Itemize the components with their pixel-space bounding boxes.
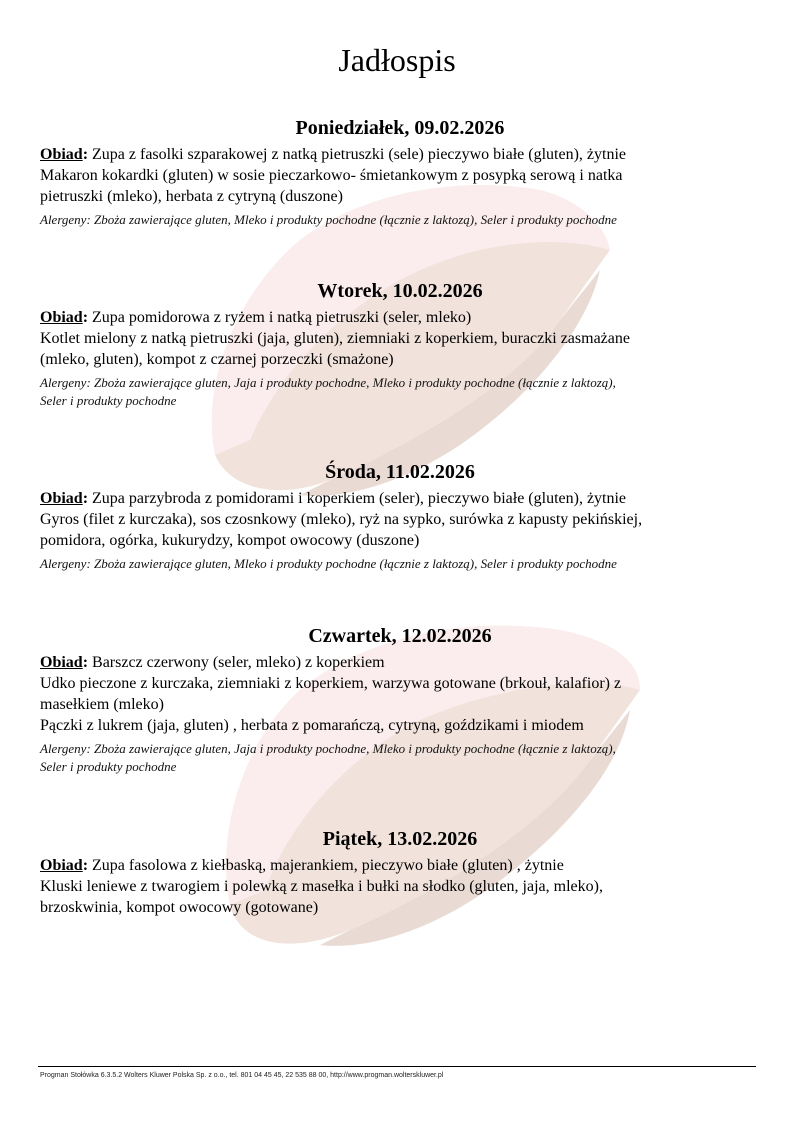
meal-label: Obiad: [40, 146, 83, 163]
meal-line: Obiad: Zupa parzybroda z pomidorami i koperkiem (seler), pieczywo białe (gluten), żytnie: [40, 490, 627, 507]
allergens-line: Alergeny: Zboża zawierające gluten, Mleko i produkty pochodne (łącznie z laktozą), Seler i produkty pochodne: [40, 556, 617, 571]
day-heading: Poniedziałek, 09.02.2026: [295, 117, 505, 139]
footer-text: Progman Stołówka 6.3.5.2 Wolters Kluwer Polska Sp. z o.o., tel. 801 04 45 45, 22 535 88 00, http://www.progman.wolterskluwer.pl: [40, 1072, 444, 1079]
allergens-note: [40, 740, 760, 776]
meal-description: [40, 144, 760, 207]
allergens-line: Seler i produkty pochodne: [40, 759, 177, 774]
day-section-wednesday: [40, 460, 760, 573]
allergens-note: [40, 555, 760, 573]
page-title: Jadłospis: [338, 42, 456, 78]
day-section-friday: [40, 827, 760, 918]
allergens-line: Alergeny: Zboża zawierające gluten, Jaja i produkty pochodne, Mleko i produkty pochodne (łącznie z laktozą),: [40, 741, 616, 756]
meal-line: Gyros (filet z kurczaka), sos czosnkowy (mleko), ryż na sypko, surówka z kapusty pekińskiej,: [40, 511, 643, 528]
footer-divider: [38, 1066, 756, 1067]
allergens-line: Alergeny: Zboża zawierające gluten, Mleko i produkty pochodne (łącznie z laktozą), Seler i produkty pochodne: [40, 212, 617, 227]
meal-line: Obiad: Barszcz czerwony (seler, mleko) z koperkiem: [40, 654, 385, 671]
meal-label: Obiad: [40, 654, 83, 671]
meal-line: Makaron kokardki (gluten) w sosie pieczarkowo- śmietankowym z posypką serową i natka: [40, 167, 623, 184]
meal-label: Obiad: [40, 309, 83, 326]
day-section-tuesday: [40, 279, 760, 410]
meal-description: [40, 855, 760, 918]
day-section-monday: [40, 116, 760, 229]
meal-line: masełkiem (mleko): [40, 696, 164, 713]
allergens-line: Alergeny: Zboża zawierające gluten, Jaja i produkty pochodne, Mleko i produkty pochodne (łącznie z laktozą),: [40, 375, 616, 390]
meal-line: pomidora, ogórka, kukurydzy, kompot owocowy (duszone): [40, 532, 420, 549]
meal-label: Obiad: [40, 857, 83, 874]
meal-label: Obiad: [40, 490, 83, 507]
meal-line: Obiad: Zupa z fasolki szparakowej z natką pietruszki (sele) pieczywo białe (gluten), żytnie: [40, 146, 627, 163]
day-heading: Piątek, 13.02.2026: [322, 828, 478, 850]
meal-line: brzoskwinia, kompot owocowy (gotowane): [40, 899, 319, 916]
day-section-thursday: [40, 624, 760, 776]
meal-line: Kotlet mielony z natką pietruszki (jaja, gluten), ziemniaki z koperkiem, buraczki zasmażane: [40, 330, 630, 347]
meal-line: Pączki z lukrem (jaja, gluten) , herbata z pomarańczą, cytryną, goździkami i miodem: [40, 717, 584, 734]
day-heading: Wtorek, 10.02.2026: [317, 280, 483, 302]
allergens-line: Seler i produkty pochodne: [40, 393, 177, 408]
meal-line: Obiad: Zupa pomidorowa z ryżem i natką pietruszki (seler, mleko): [40, 309, 472, 326]
meal-line: pietruszki (mleko), herbata z cytryną (duszone): [40, 188, 343, 205]
day-heading: Czwartek, 12.02.2026: [308, 625, 492, 647]
meal-line: Kluski leniewe z twarogiem i polewką z masełka i bułki na słodko (gluten, jaja, mleko),: [40, 878, 603, 895]
allergens-note: [40, 211, 760, 229]
meal-description: [40, 652, 760, 736]
meal-line: (mleko, gluten), kompot z czarnej porzeczki (smażone): [40, 351, 394, 368]
meal-line: Udko pieczone z kurczaka, ziemniaki z koperkiem, warzywa gotowane (brkouł, kalafior) z: [40, 675, 622, 692]
meal-description: [40, 307, 760, 370]
meal-description: [40, 488, 760, 551]
day-heading: Środa, 11.02.2026: [325, 461, 475, 483]
meal-line: Obiad: Zupa fasolowa z kiełbaską, majerankiem, pieczywo białe (gluten) , żytnie: [40, 857, 564, 874]
allergens-note: [40, 374, 760, 410]
